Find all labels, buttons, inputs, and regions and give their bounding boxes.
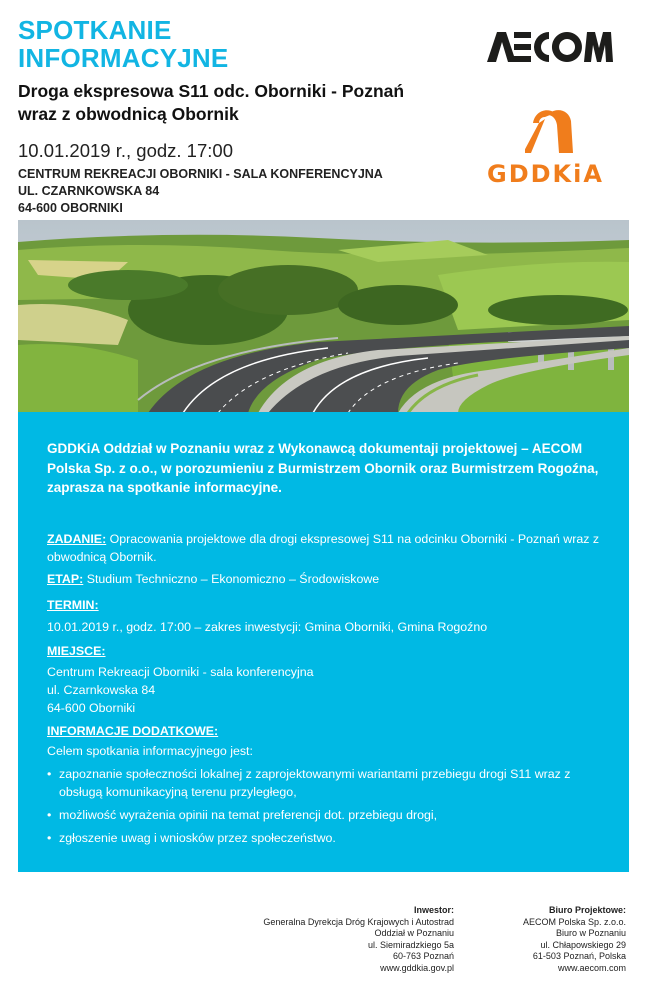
- zadanie-text: Opracowania projektowe dla drogi ekspresowej S11 na odcinku Oborniki - Poznań wraz z obwodnicą Obornik.: [47, 532, 600, 564]
- termin-label: TERMIN:: [47, 598, 99, 612]
- venue-line-2: UL. CZARNKOWSKA 84: [18, 184, 160, 198]
- miejsce-section: [47, 642, 607, 717]
- etap-text: Studium Techniczno – Ekonomiczno – Środowiskowe: [83, 572, 380, 586]
- investor-line: Generalna Dyrekcja Dróg Krajowych i Autostrad: [263, 916, 454, 927]
- zadanie-label: ZADANIE:: [47, 532, 107, 546]
- investor-heading: Inwestor:: [413, 905, 454, 915]
- title-line-2: INFORMACYJNE: [18, 43, 229, 73]
- poster-title: [18, 16, 228, 72]
- design-office-block: [523, 905, 626, 974]
- highway-landscape-photo: [18, 220, 629, 413]
- gddkia-logo-mark: [525, 105, 575, 155]
- list-item: • możliwość wyrażenia opinii na temat preferencji dot. przebiegu drogi,: [47, 806, 607, 824]
- etap-label: ETAP:: [47, 572, 84, 586]
- subtitle-line-1: Droga ekspresowa S11 odc. Oborniki - Poznań: [18, 81, 405, 101]
- miejsce-label: MIEJSCE:: [47, 644, 106, 658]
- design-office-heading: Biuro Projektowe:: [548, 905, 626, 915]
- info-bullet-list: [47, 765, 607, 847]
- design-office-line: Biuro w Poznaniu: [555, 928, 626, 938]
- termin-section: [47, 596, 607, 636]
- info-intro: Celem spotkania informacyjnego jest:: [47, 744, 253, 758]
- investor-line: ul. Siemiradzkiego 5a: [367, 939, 454, 950]
- zadanie-section: [47, 530, 607, 566]
- design-office-line: AECOM Polska Sp. z.o.o.: [522, 916, 626, 927]
- info-panel: [18, 412, 629, 872]
- termin-text: 10.01.2019 r., godz. 17:00 – zakres inwestycji: Gmina Oborniki, Gmina Rogoźno: [47, 620, 488, 634]
- poster-subtitle: [18, 80, 404, 126]
- design-office-line: 61-503 Poznań, Polska: [532, 951, 626, 961]
- investor-line: 60-763 Poznań: [392, 951, 454, 961]
- investor-line: Oddział w Poznaniu: [374, 928, 454, 938]
- list-item: • zapoznanie społeczności lokalnej z zaprojektowanymi wariantami przebiegu drogi S11 wraz z obsługą komunikacyjną terenu przyległego,: [47, 765, 607, 801]
- info-section: [47, 722, 607, 852]
- design-office-website-link[interactable]: www.aecom.com: [557, 962, 626, 973]
- event-venue: [18, 166, 383, 217]
- aecom-logo: [487, 30, 613, 64]
- intro-paragraph: GDDKiA Oddział w Poznaniu wraz z Wykonawcą dokumentaji projektowej – AECOM Polska Sp. z o.o., w porozumieniu z Burmistrzem Obornik oraz Burmistrzem Rogoźna, zaprasza na spotkanie informacyjne.: [47, 441, 599, 495]
- miejsce-line-1: Centrum Rekreacji Oborniki - sala konferencyjna: [47, 665, 314, 679]
- gddkia-logo-text: GDDKiA: [487, 160, 604, 188]
- subtitle-line-2: wraz z obwodnicą Obornik: [18, 104, 239, 124]
- miejsce-line-3: 64-600 Oborniki: [47, 701, 136, 715]
- title-line-1: SPOTKANIE: [18, 15, 172, 45]
- miejsce-line-2: ul. Czarnkowska 84: [47, 683, 156, 697]
- investor-website-link[interactable]: www.gddkia.gov.pl: [380, 962, 454, 973]
- investor-block: [263, 905, 454, 974]
- venue-line-3: 64-600 OBORNIKI: [18, 201, 123, 215]
- list-item: • zgłoszenie uwag i wniosków przez społeczeństwo.: [47, 829, 607, 847]
- design-office-line: ul. Chłapowskiego 29: [540, 939, 626, 950]
- info-label: INFORMACJE DODATKOWE:: [47, 724, 219, 738]
- etap-section: [47, 570, 607, 588]
- venue-line-1: CENTRUM REKREACJI OBORNIKI - SALA KONFERENCYJNA: [18, 167, 383, 181]
- event-date: 10.01.2019 r., godz. 17:00: [18, 140, 233, 161]
